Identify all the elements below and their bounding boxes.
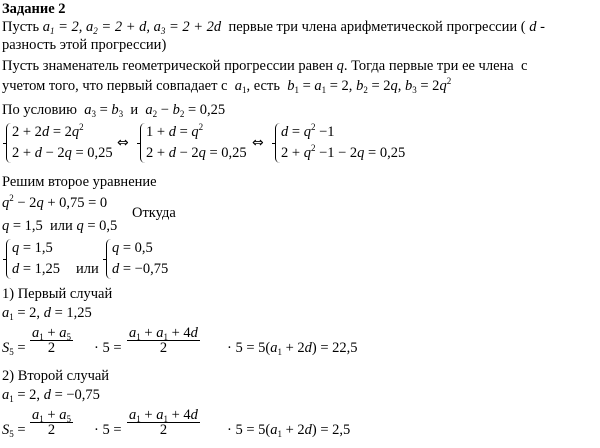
case-sys2-row2: d = −0,75 (112, 261, 169, 277)
result-2: · $5 = 5(a_1 + 2d) = 2,5$ (227, 422, 351, 439)
roots: q = 1,5 или q = 0,5 (2, 218, 118, 234)
case-sys1-row2: d = 1,25 (12, 261, 61, 277)
equiv-arrow-2: ⇔ (252, 135, 264, 151)
p1-text: первые три члена арифметической прогрессии ( (228, 19, 526, 35)
sys3-row1: $d = q^2 -1$ (281, 122, 335, 140)
frac-a1-4d-2: $\frac{a_1 + a_1 + 4d}{2}$ (129, 407, 198, 438)
p1-terms: $a_1 = 2$, $a_2 = 2 + d$, $a_3 = 2 + 2d$ (42, 19, 222, 36)
mul5-1: · 5 = (94, 340, 122, 356)
sys2-row1: $1 + d = q^2$ (146, 122, 204, 140)
s5-label-1: $S_5$ = (2, 340, 26, 357)
frac-a1-a5-1: $\frac{a_1 + a_5}{2}$ (32, 325, 71, 356)
solve-text: Решим второе уравнение (2, 174, 157, 190)
case-sys1-row1: q = 1,5 (12, 240, 53, 256)
result-1: · $5 = 5(a_1 + 2d) = 22,5$ (227, 340, 358, 357)
equiv-arrow-1: ⇔ (117, 135, 129, 151)
condition: По условию $a_3 = b_3$ и $a_2 - b_2 = 0,25$ (2, 102, 226, 119)
case1-vals: $a_1 = 2$, d = 1,25 (2, 305, 92, 322)
ili-text: или (76, 261, 99, 277)
sys3-row2: $2 + q^2 -1 - 2q = 0,25$ (281, 143, 406, 161)
case2-title: 2) Второй случай (2, 368, 110, 384)
case2-vals: $a_1 = 2$, d = −0,75 (2, 387, 100, 404)
quad-eq: $q^2 - 2q + 0,75 = 0$ (2, 193, 108, 211)
p2-line1: Пусть знаменатель геометрической прогрессии равен q. Тогда первые три ее члена с (2, 58, 528, 74)
mul5-2: · 5 = (94, 422, 122, 438)
sys1-row2: 2 + d − 2q = 0,25 (12, 145, 113, 161)
sys1-row1: $2 + 2d = 2q^2$ (12, 122, 84, 140)
p2-line2: учетом того, что первый совпадает с $a_1$, есть $b_1 = a_1 = 2$, $b_2 = 2q$, $b_3 = 2q^2$ (2, 76, 452, 95)
sys2-row2: 2 + d − 2q = 0,25 (146, 145, 247, 161)
p1-line2: разность этой прогрессии) (2, 37, 167, 53)
frac-a1-4d-1: $\frac{a_1 + a_1 + 4d}{2}$ (129, 325, 198, 356)
s5-label-2: $S_5$ = (2, 422, 26, 439)
p1-d: d (529, 19, 537, 35)
case1-title: 1) Первый случай (2, 286, 113, 302)
task-title: Задание 2 (2, 1, 66, 17)
p1-lead: Пусть (2, 19, 43, 35)
otkuda-text: Откуда (132, 205, 176, 221)
frac-a1-a5-2: $\frac{a_1 + a_5}{2}$ (32, 407, 71, 438)
p1-dash: - (540, 19, 545, 35)
case-sys2-row1: q = 0,5 (112, 240, 153, 256)
paragraph-arithmetic (2, 19, 545, 36)
